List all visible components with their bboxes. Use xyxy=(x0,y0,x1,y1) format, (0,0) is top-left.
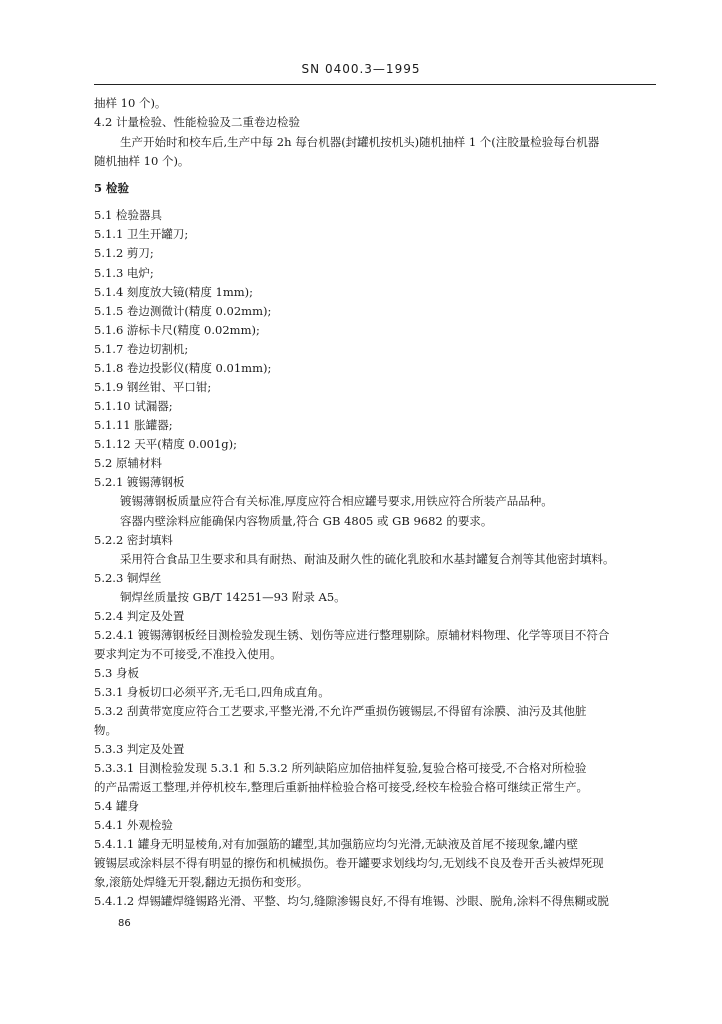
section-heading: 5.3 身板 xyxy=(94,666,139,680)
page-number: 86 xyxy=(118,918,131,929)
text-line: 物。 xyxy=(94,723,117,737)
list-item: 5.1.4 刻度放大镜(精度 1mm); xyxy=(94,285,254,299)
text-line: 随机抽样 10 个)。 xyxy=(94,154,190,168)
list-item: 5.1.10 试漏器; xyxy=(94,399,173,413)
section-heading: 5.3.3 判定及处置 xyxy=(94,742,185,756)
text-line: 5.3.2 刮黄带宽度应符合工艺要求,平整光滑,不允许严重损伤镀锡层,不得留有涂膜、油污及其他脏 xyxy=(94,704,587,718)
text-line: 要求判定为不可接受,不准投入使用。 xyxy=(94,647,282,661)
list-item: 5.1.6 游标卡尺(精度 0.02mm); xyxy=(94,323,260,337)
text-line: 5.3.3.1 目测检验发现 5.3.1 和 5.3.2 所列缺陷应加倍抽样复验,复验合格可接受,不合格对所检验 xyxy=(94,761,587,775)
section-heading: 5.4.1 外观检验 xyxy=(94,818,173,832)
list-item: 5.1.1 卫生开罐刀; xyxy=(94,227,189,241)
text-line: 采用符合食品卫生要求和具有耐热、耐油及耐久性的硫化乳胶和水基封罐复合剂等其他密封填料。 xyxy=(120,552,615,566)
list-item: 5.1.12 天平(精度 0.001g); xyxy=(94,437,238,451)
text-line: 5.4.1.1 罐身无明显棱角,对有加强筋的罐型,其加强筋应均匀光滑,无缺液及首尾不接现象,罐内壁 xyxy=(94,837,579,851)
list-item: 5.1.7 卷边切割机; xyxy=(94,342,189,356)
text-line: 象,滚筋处焊缝无开裂,翻边无损伤和变形。 xyxy=(94,875,309,889)
text-line: 生产开始时和校车后,生产中每 2h 每台机器(封罐机按机头)随机抽样 1 个(注胶量检验每台机器 xyxy=(120,135,600,149)
section-heading: 5 检验 xyxy=(94,181,130,195)
section-heading: 5.2.3 铜焊丝 xyxy=(94,571,162,585)
text-line: 5.2.4.1 镀锡薄钢板经目测检验发现生锈、划伤等应进行整理剔除。原辅材料物理、化学等项目不符合 xyxy=(94,628,610,642)
section-heading: 5.2 原辅材料 xyxy=(94,456,162,470)
list-item: 5.1.8 卷边投影仪(精度 0.01mm); xyxy=(94,361,272,375)
text-line: 抽样 10 个)。 xyxy=(94,96,167,110)
list-item: 5.1.2 剪刀; xyxy=(94,246,154,260)
list-item: 5.1.5 卷边测微计(精度 0.02mm); xyxy=(94,304,272,318)
list-item: 5.1.11 胀罐器; xyxy=(94,418,173,432)
section-heading: 5.1 检验器具 xyxy=(94,208,162,222)
text-line: 5.4.1.2 焊锡罐焊缝锡路光滑、平整、均匀,缝隙渗锡良好,不得有堆锡、沙眼、脱角,涂料不得焦糊或脱 xyxy=(94,894,609,908)
text-line: 镀锡层或涂料层不得有明显的擦伤和机械损伤。卷开罐要求划线均匀,无划线不良及卷开舌头被焊死现 xyxy=(94,856,604,870)
section-heading: 5.2.2 密封填料 xyxy=(94,533,173,547)
section-heading: 4.2 计量检验、性能检验及二重卷边检验 xyxy=(94,115,300,129)
text-line: 镀锡薄钢板质量应符合有关标准,厚度应符合相应罐号要求,用铁应符合所装产品品种。 xyxy=(120,494,553,508)
page-header: SN 0400.3—1995 xyxy=(301,62,421,76)
list-item: 5.1.9 钢丝钳、平口钳; xyxy=(94,380,212,394)
list-item: 5.1.3 电炉; xyxy=(94,266,154,280)
section-heading: 5.2.1 镀锡薄钢板 xyxy=(94,475,185,489)
text-line: 的产品需返工整理,并停机校车,整理后重新抽样检验合格可接受,经校车检验合格可继续正常生产。 xyxy=(94,780,588,794)
section-heading: 5.2.4 判定及处置 xyxy=(94,609,185,623)
text-line: 铜焊丝质量按 GB/T 14251—93 附录 A5。 xyxy=(120,590,346,604)
text-line: 容器内壁涂料应能确保内容物质量,符合 GB 4805 或 GB 9682 的要求。 xyxy=(120,514,493,528)
section-heading: 5.4 罐身 xyxy=(94,799,139,813)
text-line: 5.3.1 身板切口必须平齐,无毛口,四角成直角。 xyxy=(94,685,330,699)
header-rule xyxy=(94,84,656,85)
